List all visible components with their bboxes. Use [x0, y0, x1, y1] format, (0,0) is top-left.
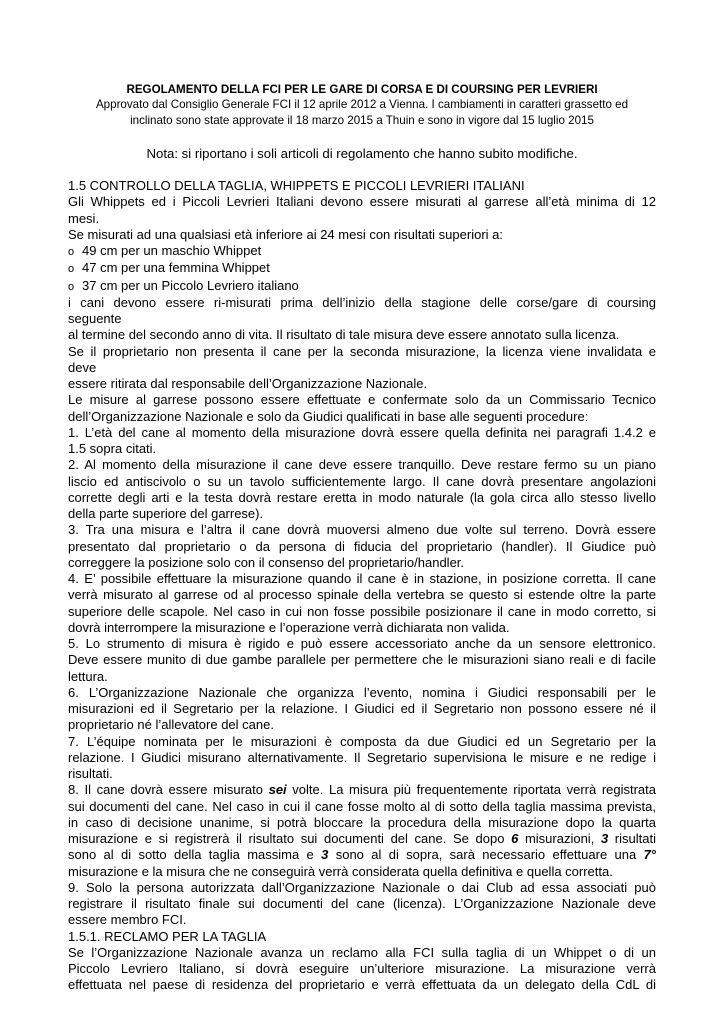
- text-run: misurazione e si registrerà il risultato sui documenti del cane. Se dopo: [68, 831, 512, 846]
- text-line: 6. L’Organizzazione Nazionale che organizza l’evento, nomina i Giudici responsabili per le: [68, 684, 656, 700]
- text-run: 8. Il cane dovrà essere misurato: [68, 782, 269, 798]
- text-line: misurazioni ed il Segretario per la relazione. I Giudici ed il Segretario non possono essere né il: [68, 701, 656, 716]
- text-line: Piccolo Levriero Italiano, si dovrà eseguire un’ulteriore misurazione. La misurazione verrà: [68, 961, 656, 976]
- text-line: liscio ed antiscivolo o su un tavolo sufficientemente largo. Il cane dovrà presentare angolazioni: [68, 473, 656, 489]
- subsection-heading: 1.5.1. RECLAMO PER LA TAGLIA: [68, 928, 267, 944]
- text-line: seguente: [68, 311, 122, 326]
- text-line: 2. Al momento della misurazione il cane deve essere tranquillo. Deve restare fermo su un piano: [68, 457, 656, 473]
- bullet-marker: o: [68, 263, 75, 276]
- text-line: Se l’Organizzazione Nazionale avanza un reclamo alla FCI sulla taglia di un Whippet o di un: [68, 944, 656, 960]
- text-line: al termine del secondo anno di vita. Il risultato di tale misura deve essere annotato sulla licenza.: [68, 327, 620, 343]
- text-line: verrà misurato al garrese od al processo spinale della vertebra se questo si estende oltre la parte: [68, 587, 656, 603]
- text-line: 1.5 sopra citati.: [68, 441, 157, 456]
- text-line: Se il proprietario non presenta il cane per la seconda misurazione, la licenza viene invalidata e: [68, 343, 656, 359]
- list-item-text: 37 cm per un Piccolo Levriero italiano: [82, 277, 299, 293]
- text-line: 9. Solo la persona autorizzata dall’Organizzazione Nazionale o dai Club ad essa associati può: [68, 879, 656, 895]
- text-line: Deve essere munito di due gambe parallele per permettere che le misurazioni siano reali e di facile: [68, 652, 656, 668]
- bullet-marker: o: [68, 246, 75, 258]
- text-line: corrette degli arti e la testa dovrà restare eretta in modo naturale (la gola circa allo stesso livello: [68, 489, 656, 505]
- text-line: Le misure al garrese possono essere effettuate e confermate solo da un Commissario Tecnico: [68, 392, 656, 408]
- text-line: misurazione e la misura che ne conseguirà verrà considerata quella definitiva e quella corretta.: [68, 863, 613, 879]
- list-item: [68, 260, 656, 277]
- text-line: essere membro FCI.: [68, 912, 187, 928]
- text-line: [68, 782, 656, 798]
- text-line: 1. L’età del cane al momento della misurazione dovrà essere quella definita nei paragrafi 1.4.2 e: [68, 424, 656, 440]
- list-item: [68, 278, 656, 295]
- text-line: correggere la posizione solo con il consenso del proprietario/handler.: [68, 554, 465, 570]
- text-line: [68, 831, 656, 847]
- text-line: essere ritirata dal responsabile dell’Organizzazione Nazionale.: [68, 376, 428, 391]
- text-run: misurazioni,: [518, 831, 601, 846]
- text-line: Gli Whippets ed i Piccoli Levrieri Italiani devono essere misurati al garrese all’età minima di 12: [68, 194, 656, 210]
- list-item-text: 49 cm per un maschio Whippet: [82, 243, 262, 258]
- text-line: presentato dal proprietario o da persona di fiducia del proprietario (handler). Il Giudice può: [68, 538, 656, 554]
- text-line: effettuata nel paese di residenza del proprietario e verrà effettuata da un delegato della CdL di: [68, 977, 656, 993]
- text-line: deve: [68, 359, 97, 375]
- note-text: Nota: si riportano i soli articoli di regolamento che hanno subito modifiche.: [146, 146, 578, 161]
- list-item-text: 47 cm per una femmina Whippet: [82, 260, 270, 276]
- bold-italic-text: 6: [511, 831, 519, 846]
- section-heading: 1.5 CONTROLLO DELLA TAGLIA, WHIPPETS E PICCOLI LEVRIERI ITALIANI: [68, 178, 525, 193]
- document-title: REGOLAMENTO DELLA FCI PER LE GARE DI CORSA E DI COURSING PER LEVRIERI: [126, 83, 598, 96]
- bullet-marker: o: [68, 280, 75, 293]
- text-run: sono al di sopra, sarà necessario effettuare una: [328, 847, 644, 863]
- list-item: [68, 243, 656, 260]
- text-line: superiore delle scapole. Nel caso in cui non fosse possibile posizionare il cane in modo corretto, si: [68, 603, 656, 619]
- text-run: sono al di sotto della taglia massima e: [68, 847, 322, 863]
- document-subtitle-line-2: inclinato sono state approvate il 18 marzo 2015 a Thuin e sono in vigore dal 15 luglio 2015: [130, 114, 594, 127]
- text-line: registrare il risultato finale sui documenti del cane (licenza). L’Organizzazione Nazionale deve: [68, 896, 656, 911]
- bold-italic-text: 3: [600, 831, 609, 846]
- text-line: 5. Lo strumento di misura è rigido e può essere accessoriato anche da un sensore elettronico.: [68, 636, 656, 651]
- text-line: dovrà interrompere la misurazione e l’operazione verrà dichiarata non valida.: [68, 619, 510, 635]
- text-line: sui documenti del cane. Nel caso in cui il cane fosse molto al di sotto della taglia massima prevista,: [68, 798, 656, 814]
- text-line: della parte superiore del garrese).: [68, 506, 264, 521]
- text-line: mesi.: [68, 210, 100, 226]
- document-subtitle-line-1: Approvato dal Consiglio Generale FCI il 12 aprile 2012 a Vienna. I cambiamenti in caratteri grassetto ed: [95, 98, 629, 111]
- text-line: Se misurati ad una qualsiasi età inferiore ai 24 mesi con risultati superiori a:: [68, 226, 503, 242]
- text-line: in caso di decisione unanime, si potrà bloccare la procedura della misurazione dopo la quarta: [68, 814, 656, 830]
- text-line: 3. Tra una misura e l’altra il cane dovrà muoversi almeno due volte sul terreno. Dovrà essere: [68, 522, 656, 538]
- text-line: dell’Organizzazione Nazionale e solo da Giudici qualificati in base alle seguenti procedure:: [68, 408, 589, 424]
- bold-italic-text: 3: [321, 847, 329, 863]
- text-line: [68, 847, 656, 863]
- text-line: proprietario né l’allevatore del cane.: [68, 717, 274, 733]
- text-line: i cani devono essere ri-misurati prima dell’inizio della stagione delle corse/gare di coursing: [68, 294, 656, 310]
- text-run: volte. La misura più frequentemente riportata verrà registrata: [286, 782, 657, 798]
- bold-italic-text: sei: [268, 782, 287, 798]
- text-line: lettura.: [68, 668, 108, 684]
- text-line: 7. L’équipe nominata per le misurazioni è composta da due Giudici ed un Segretario per la: [68, 733, 656, 749]
- text-line: 4. E’ possibile effettuare la misurazione quando il cane è in stazione, in posizione corretta. Il cane: [68, 571, 656, 586]
- text-line: risultati.: [68, 766, 113, 781]
- section-body: [68, 178, 656, 994]
- text-run: risultati: [608, 831, 656, 846]
- bold-italic-text: 7°: [643, 847, 656, 863]
- text-line: relazione. I Giudici misurano alternativamente. Il Segretario supervisiona le misure e ne redige i: [68, 749, 656, 765]
